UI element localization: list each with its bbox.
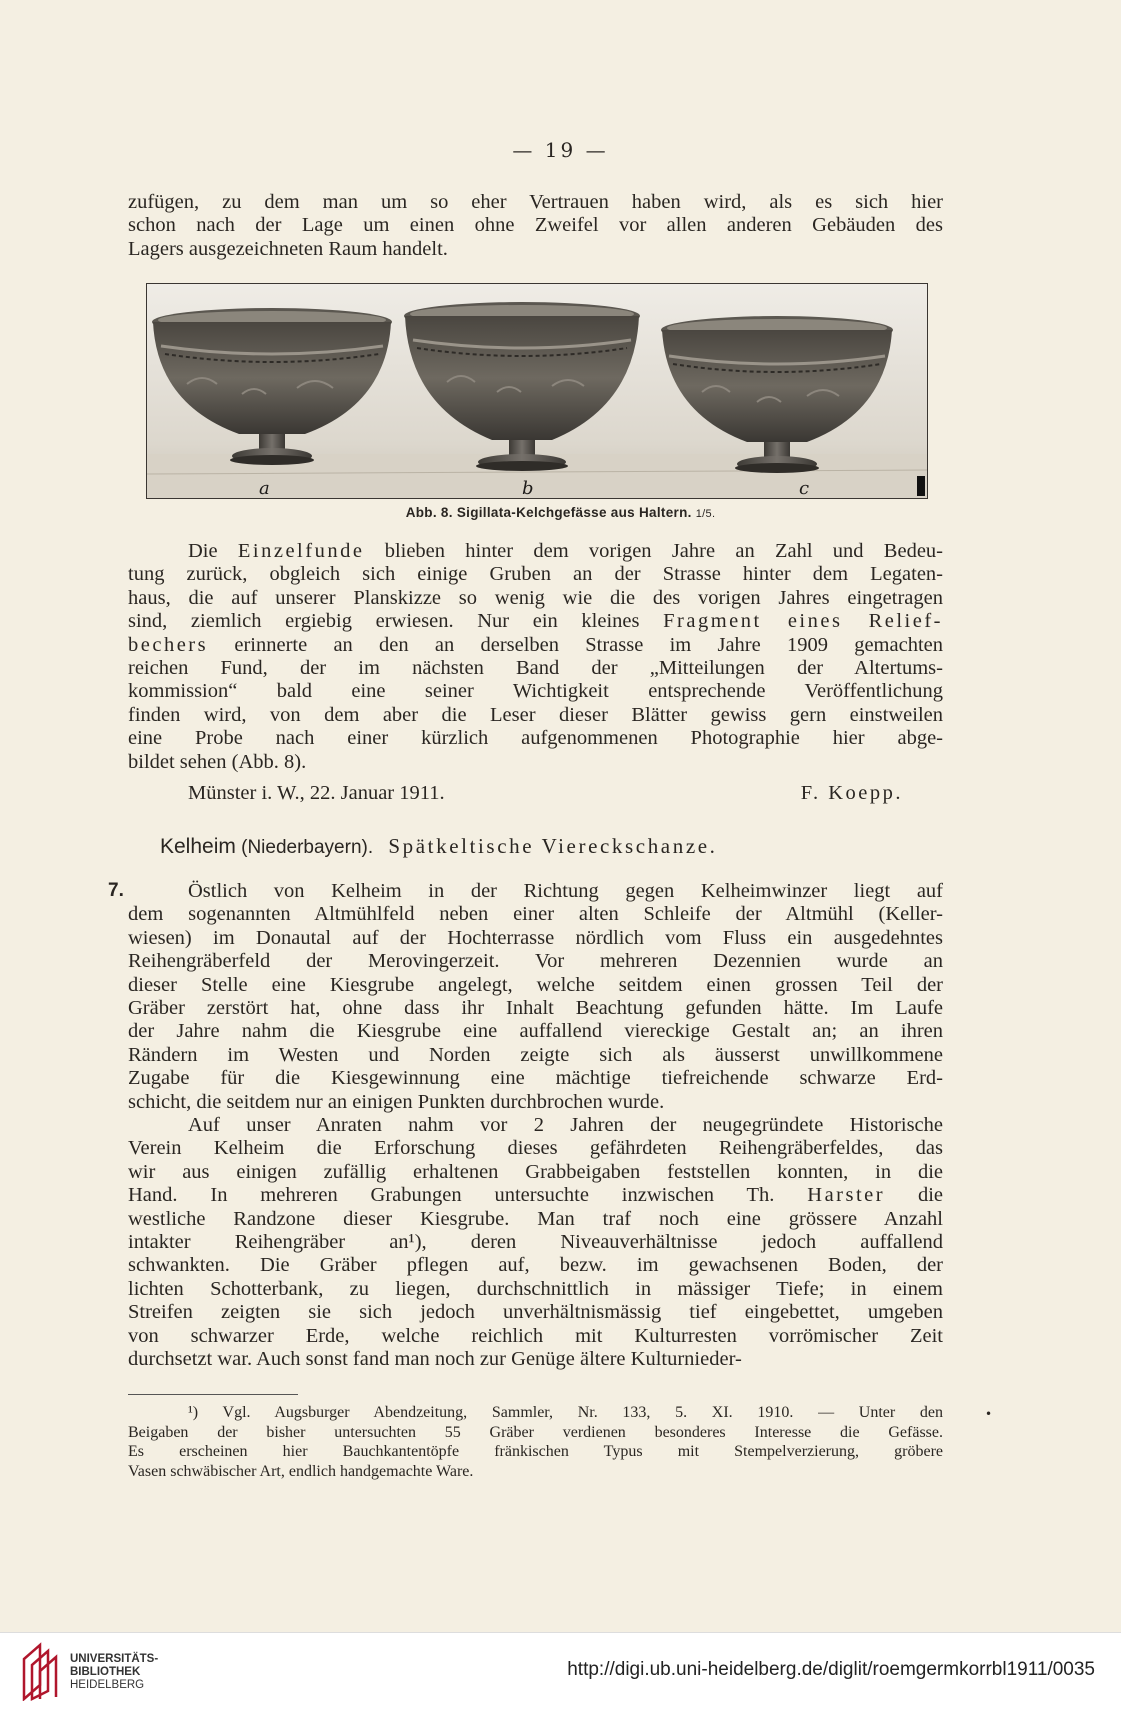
text-run: erinnerte an den an derselben Strasse im Jahre 1909 gemachten (208, 633, 943, 656)
section-heading (160, 834, 718, 859)
text-line: schon nach der Lage um einen ohne Zweifel vor allen anderen Gebäuden des (128, 214, 943, 237)
text-run: haus, die auf unserer Planskizze so wenig wie die des vorigen Jahres eingetragen (128, 586, 943, 609)
text-line (128, 1278, 943, 1301)
text-line: zufügen, zu dem man um so eher Vertrauen haben wird, als es sich hier (128, 191, 943, 213)
sigillata-cups-photo (147, 284, 927, 498)
footnote-rule (128, 1394, 298, 1395)
text-run: westliche Randzone dieser Kiesgrube. Man traf noch eine grössere Anzahl (128, 1207, 943, 1230)
text-line (128, 751, 943, 774)
text-line (128, 1137, 943, 1160)
paragraph-verein (128, 1114, 943, 1371)
heading-subject: Spätkeltische Viereckschanze. (388, 834, 718, 858)
text-line (128, 634, 943, 657)
text-run: durchsetzt war. Auch sonst fand man noch zur Genüge ältere Kulturnieder- (128, 1348, 742, 1371)
text-line (128, 1301, 943, 1324)
text-run: Streifen zeigten sie sich jedoch unverhältnismässig tief eingebettet, umgeben (128, 1301, 943, 1324)
text-run: bildet sehen (Abb. 8). (128, 750, 307, 773)
text-run: schwankten. Die Gräber pflegen auf, bezw. im gewachsenen Boden, der (128, 1254, 943, 1277)
label-c: c (799, 478, 810, 498)
label-a: a (259, 478, 270, 498)
text-run: kommission“ bald eine seiner Wichtigkeit entsprechende Veröffentlichung (128, 680, 943, 703)
footnote-line: Es erscheinen hier Bauchkantentöpfe fränkischen Typus mit Stempelverzierung, gröbere (128, 1443, 943, 1460)
text-line (128, 1254, 943, 1277)
emphasis-spaced: Fragment eines Relief- (663, 610, 944, 633)
source-url[interactable]: http://digi.ub.uni-heidelberg.de/diglit/roemgermkorrbl1911/0035 (567, 1659, 1095, 1680)
library-line1: UNIVERSITÄTS- (70, 1653, 159, 1665)
library-name (70, 1653, 158, 1692)
text-line: dem sogenannten Altmühlfeld neben einer alten Schleife der Altmühl (Keller- (128, 903, 943, 926)
text-line (128, 704, 943, 727)
library-line2: BIBLIOTHEK (70, 1666, 141, 1678)
text-line (128, 680, 943, 703)
text-line: schicht, die seitdem nur an einigen Punkten durchbrochen wurde. (128, 1090, 665, 1113)
text-run: die (885, 1184, 944, 1207)
text-run: finden wird, von dem aber die Leser dieser Blätter gewiss gern einstweilen (128, 703, 943, 726)
text-run: Hand. In mehreren Grabungen untersuchte inzwischen Th. (128, 1184, 808, 1207)
figure-photograph (146, 283, 928, 499)
page-number: — 19 — (512, 138, 609, 162)
text-run: sind, ziemlich ergiebig erwiesen. Nur ein kleines (128, 610, 664, 633)
label-b: b (522, 478, 534, 498)
text-run: Die (188, 540, 238, 562)
text-line (128, 1114, 943, 1137)
emphasis-spaced: Harster (807, 1184, 886, 1207)
text-line: Reihengräberfeld der Merovingerzeit. Vor mehreren Dezennien wurde an (128, 950, 943, 973)
library-logo-icon (20, 1641, 64, 1701)
text-line: Lagers ausgezeichneten Raum handelt. (128, 237, 448, 260)
text-line (128, 610, 943, 633)
text-line: Gräber zerstört hat, ohne dass ihr Inhalt Beachtung gefunden hätte. Im Laufe (128, 997, 943, 1020)
text-line (128, 1208, 943, 1231)
figure-caption (0, 505, 1121, 520)
text-line (128, 1161, 943, 1184)
text-line (128, 587, 943, 610)
caption-scale: 1/5. (695, 508, 716, 520)
text-run: tung zurück, obgleich sich einige Gruben an der Strasse hinter dem Legaten- (128, 563, 943, 586)
text-line (128, 727, 943, 750)
text-line (128, 1184, 943, 1207)
footnote-line: ¹) Vgl. Augsburger Abendzeitung, Sammler, Nr. 133, 5. XI. 1910. — Unter den (188, 1404, 943, 1421)
heading-place: Kelheim (160, 835, 236, 858)
place-date: Münster i. W., 22. Januar 1911. (188, 782, 445, 804)
text-line: Zugabe für die Kiesgewinnung eine mächtige tiefreichende schwarze Erd- (128, 1067, 943, 1090)
emphasis-spaced: Einzelfunde (237, 540, 365, 562)
text-line: Rändern im Westen und Norden zeigte sich als äusserst unwillkommene (128, 1043, 943, 1066)
signature-line (188, 782, 903, 805)
text-run: reichen Fund, der im nächsten Band der „Mitteilungen der Altertums- (128, 657, 943, 680)
author: F. Koepp. (800, 782, 903, 804)
footnote-line: Vasen schwäbischer Art, endlich handgemachte Ware. (128, 1462, 474, 1480)
text-run: wir aus einigen zufällig erhaltenen Grabbeigaben feststellen konnten, in die (128, 1160, 943, 1183)
text-line (128, 540, 943, 563)
emphasis-spaced: bechers (128, 633, 209, 656)
library-line3: HEIDELBERG (70, 1679, 145, 1691)
intro-paragraph (128, 191, 943, 261)
text-line (128, 563, 943, 586)
text-line (128, 1325, 943, 1348)
text-line (128, 657, 943, 680)
text-run: intakter Reihengräber an¹), deren Niveauverhältnisse jedoch auffallend (128, 1231, 943, 1254)
footnote (128, 1403, 943, 1481)
library-footer (0, 1632, 1121, 1713)
text-run: von schwarzer Erde, welche reichlich mit Kulturresten vorrömischer Zeit (128, 1324, 943, 1347)
caption-text: Abb. 8. Sigillata-Kelchgefässe aus Haltern. (405, 505, 692, 520)
text-run: Auf unser Anraten nahm vor 2 Jahren der neugegründete Historische (188, 1114, 943, 1136)
text-line: der Jahre nahm die Kiesgrube eine auffallend viereckige Gestalt an; an ihren (128, 1020, 943, 1043)
text-run: blieben hinter dem vorigen Jahre an Zahl und Bedeu- (364, 540, 943, 562)
text-line (128, 1348, 943, 1371)
text-line: wiesen) im Donautal auf der Hochterrasse nördlich vom Fluss ein ausgedehntes (128, 926, 943, 949)
margin-mark: • (985, 1407, 993, 1421)
text-line: dieser Stelle eine Kiesgrube angelegt, welche seitdem einen grossen Teil der (128, 973, 943, 996)
paragraph-kelheim (128, 880, 943, 1114)
text-line (128, 1231, 943, 1254)
footnote-line: Beigaben der bisher untersuchten 55 Gräber verdienen besonderes Interesse die Gefässe. (128, 1423, 943, 1441)
text-run: Verein Kelheim die Erforschung dieses gefährdeten Reihengräberfeldes, das (128, 1137, 943, 1160)
text-line: Östlich von Kelheim in der Richtung gegen Kelheimwinzer liegt auf (188, 880, 943, 902)
text-run: lichten Schotterbank, zu liegen, durchschnittlich in mässiger Tiefe; in einem (128, 1277, 943, 1300)
text-run: eine Probe nach einer kürzlich aufgenommenen Photographie hier abge- (128, 727, 943, 750)
section-number: 7. (108, 880, 124, 901)
paragraph-einzelfunde (128, 540, 943, 774)
heading-region: (Niederbayern). (241, 837, 374, 858)
